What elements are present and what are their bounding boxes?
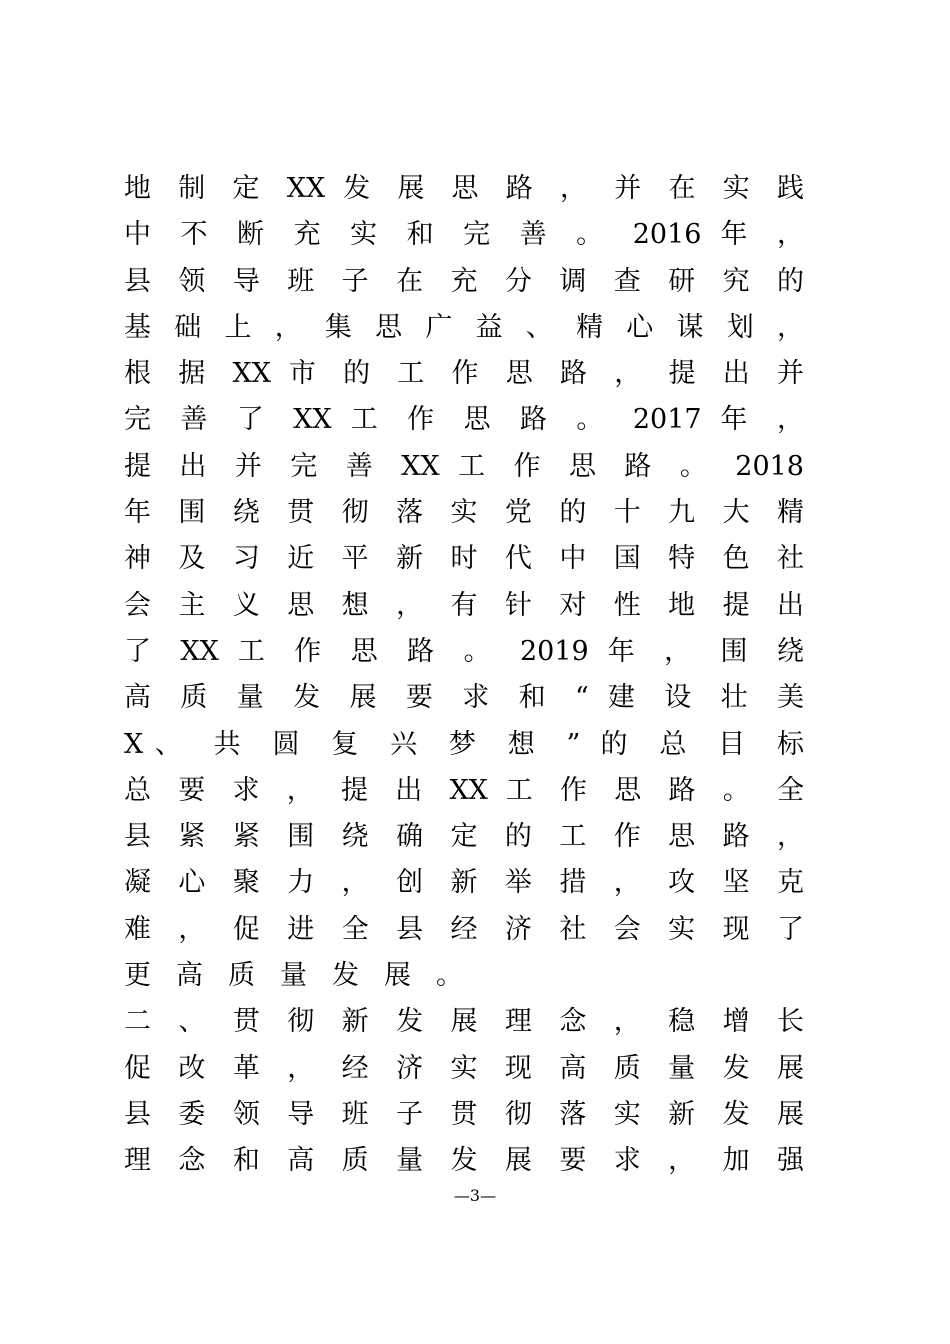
text-line: 根 据 XX 市 的 工 作 思 路 ， 提 出 并 (124, 358, 804, 390)
text-line: 神 及 习 近 平 新 时 代 中 国 特 色 社 (124, 543, 804, 575)
text-line: 难 ， 促 进 全 县 经 济 社 会 实 现 了 (124, 913, 804, 945)
text-line: 凝 心 聚 力 ， 创 新 举 措 ， 攻 坚 克 (124, 867, 804, 899)
text-line: 理 念 和 高 质 量 发 展 要 求 ， 加 强 (124, 1145, 804, 1177)
page-number: —3— (453, 1186, 497, 1205)
text-line: 中 不 断 充 实 和 完 善 。 2016 年 ， (124, 219, 804, 251)
text-line: 县 领 导 班 子 在 充 分 调 查 研 究 的 (124, 265, 804, 297)
section-heading-line: 二 、 贯 彻 新 发 展 理 念 ， 稳 增 长 (124, 1006, 804, 1038)
text-line: 地 制 定 XX 发 展 思 路 ， 并 在 实 践 (124, 173, 804, 204)
text-line: 会 主 义 思 想 ， 有 针 对 性 地 提 出 (124, 589, 804, 621)
text-line: 基 础 上 ， 集 思 广 益 、 精 心 谋 划 ， (124, 311, 804, 343)
body-text (124, 166, 804, 1185)
text-line: 了 XX 工 作 思 路 。 2019 年 ， 围 绕 (124, 635, 804, 667)
text-line: 完 善 了 XX 工 作 思 路 。 2017 年 ， (124, 404, 804, 436)
text-line: 县 委 领 导 班 子 贯 彻 落 实 新 发 展 (124, 1098, 804, 1130)
text-line: 提 出 并 完 善 XX 工 作 思 路 。 2018 (124, 450, 804, 482)
text-line: 年 围 绕 贯 彻 落 实 党 的 十 九 大 精 (124, 497, 804, 529)
text-line-paragraph-end: 更高质量发展。 (124, 960, 488, 992)
text-line: 高 质 量 发 展 要 求 和 “ 建 设 壮 美 (124, 682, 804, 714)
text-line: 总 要 求 ， 提 出 XX 工 作 思 路 。 全 (124, 774, 804, 806)
section-heading-line: 促 改 革 ， 经 济 实 现 高 质 量 发 展 (124, 1052, 804, 1084)
text-line: 县 紧 紧 围 绕 确 定 的 工 作 思 路 ， (124, 821, 804, 853)
text-line: X、 共 圆 复 兴 梦 想 ” 的 总 目 标 (124, 728, 804, 760)
